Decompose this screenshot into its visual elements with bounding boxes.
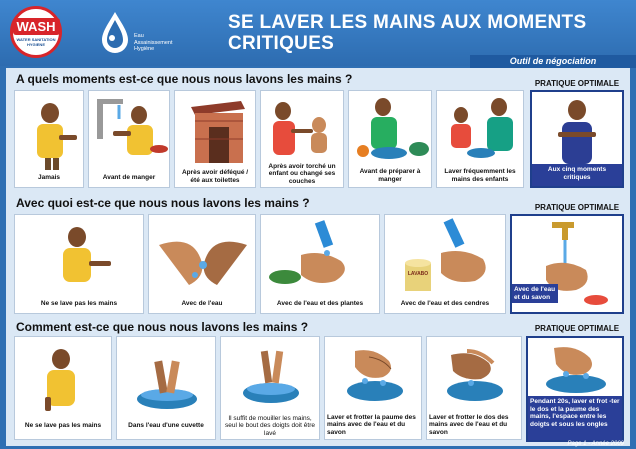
row1-label-never: Jamais <box>37 173 61 181</box>
page-title <box>228 12 628 54</box>
thorough-handwashing-icon <box>528 338 622 398</box>
woman-washing-hands-icon <box>532 92 622 170</box>
water-and-ash-icon <box>385 215 507 297</box>
row1-card-children <box>436 90 524 188</box>
row1-label-children: Laver fréquemment les mains des enfants <box>444 168 516 183</box>
mother-and-child-icon <box>261 91 345 169</box>
row3-card-backs <box>426 336 522 440</box>
man-not-washing-icon <box>15 215 145 297</box>
row2-title: Avec quoi est-ce que nous nous lavons les mains ? <box>16 196 310 210</box>
row1-best-label: PRATIQUE OPTIMALE <box>534 79 620 88</box>
row2-best-card <box>510 214 624 314</box>
row3-label-no-wash: Ne se lave pas les mains <box>24 421 102 429</box>
main-panel <box>6 68 630 446</box>
row1-card-before-eating <box>88 90 170 188</box>
row1-label-before-eating: Avant de manger <box>102 173 156 181</box>
eau-line-3: Hygiène <box>134 46 155 52</box>
row1-best-card <box>530 90 624 188</box>
row3-label-palms: Laver et frotter la paume des mains avec de l'eau et du savon <box>327 413 416 436</box>
row3-best-label: PRATIQUE OPTIMALE <box>534 324 620 333</box>
eau-line-1: Eau <box>134 33 144 39</box>
row3-best-card <box>526 336 624 442</box>
row1-label-before-cooking: Avant de préparer à manger <box>359 168 421 183</box>
row2-label-plants: Avec de l'eau et des plantes <box>276 299 364 307</box>
man-standing-icon <box>15 91 85 171</box>
row1-card-after-child <box>260 90 344 188</box>
row3-best-caption: Pendant 20s, laver et frot -ter le dos et la paume des mains, l'espace entre les doigts et sous les ongles <box>528 396 622 440</box>
man-washing-at-tap-icon <box>89 91 171 171</box>
woman-preparing-food-icon <box>349 91 433 171</box>
row1-label-after-toilet: Après avoir déféqué / été aux toilettes <box>181 169 249 184</box>
row2-label-water: Avec de l'eau <box>181 299 223 307</box>
ash-pot-label: LAVABO <box>407 271 429 277</box>
row1-card-before-cooking <box>348 90 432 188</box>
row2-label-ash: Avec de l'eau et des cendres <box>400 299 490 307</box>
row2-label-no-wash: Ne se lave pas les mains <box>40 299 118 307</box>
wash-logo <box>10 6 62 58</box>
fingertips-in-basin-icon <box>221 337 321 411</box>
row3-label-fingertips: Il suffit de mouiller les mains, seul le bout des doigts doit être lavé <box>225 414 315 437</box>
rubbing-palms-icon <box>325 337 423 409</box>
tool-label: Outil de négociation <box>470 55 636 68</box>
row2-card-ash <box>384 214 506 314</box>
row3-card-fingertips <box>220 336 320 440</box>
row3-card-palms <box>324 336 422 440</box>
row1-card-never <box>14 90 84 188</box>
row2-card-water <box>148 214 256 314</box>
man-not-washing-icon-2 <box>15 337 113 421</box>
hands-in-basin-icon <box>117 337 217 421</box>
eau-logo-text <box>134 33 173 53</box>
row3-label-backs: Laver et frotter le dos des mains avec de l'eau et du savon <box>429 413 509 436</box>
water-drop-logo-icon <box>98 10 132 54</box>
row3-label-basin: Dans l'eau d'une cuvette <box>128 421 204 429</box>
water-and-plants-icon <box>261 215 381 297</box>
row2-card-no-wash <box>14 214 144 314</box>
page-footer: Page 1 - Année 2009 <box>567 441 624 447</box>
wash-logo-subtext: WATER SANITATION HYGIENE <box>16 36 56 47</box>
rubbing-backs-icon <box>427 337 523 409</box>
row3-title: Comment est-ce que nous nous lavons les mains ? <box>16 320 309 334</box>
title-line-2: CRITIQUES <box>228 33 335 54</box>
title-line-1: SE LAVER LES MAINS AUX MOMENTS <box>228 12 587 33</box>
row2-card-plants <box>260 214 380 314</box>
row1-label-after-child: Après avoir torché un enfant ou changé ses couches <box>268 162 336 185</box>
woman-washing-child-hands-icon <box>437 91 525 169</box>
row1-best-caption: Aux cinq moments critiques <box>532 164 622 186</box>
row1-card-after-toilet <box>174 90 256 188</box>
row3-card-basin <box>116 336 216 440</box>
row2-best-label: PRATIQUE OPTIMALE <box>534 203 620 212</box>
eau-line-2: Assainissement <box>134 39 173 46</box>
hands-with-water-icon <box>149 215 257 297</box>
row1-title: A quels moments est-ce que nous nous lavons les mains ? <box>16 72 353 86</box>
wash-logo-text: WASH <box>13 18 60 35</box>
latrine-icon <box>175 91 257 171</box>
row2-best-caption: Avec de l'eau et du savon <box>512 284 558 303</box>
row3-card-no-wash <box>14 336 112 440</box>
